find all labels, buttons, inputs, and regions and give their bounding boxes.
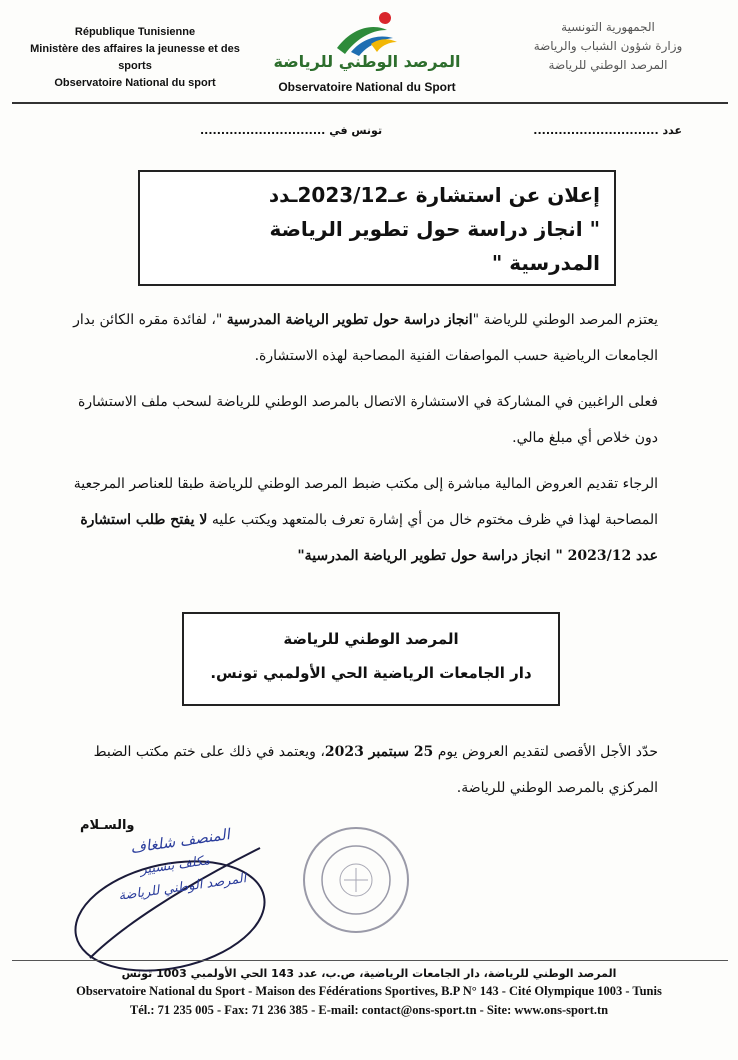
reference-number: عدد .............................. [533, 124, 682, 137]
header-ar-ministry: وزارة شؤون الشباب والرياضة [533, 39, 683, 53]
title-box [138, 170, 616, 286]
deadline-date: 25 سبتمبر 2023 [324, 744, 434, 760]
signature-name: المنصف شلغاف [129, 825, 231, 857]
title-line-3: المدرسية " [491, 251, 600, 275]
announcement-title [140, 172, 614, 280]
logo-emblem-icon [327, 8, 407, 58]
header-ar-republic: الجمهورية التونسية [561, 20, 655, 34]
header-french [20, 24, 250, 92]
footer-contact: Tél.: 71 235 005 - Fax: 71 236 385 - E-mail: contact@ons-sport.tn - Site: www.ons-sport.tn [129, 1003, 609, 1017]
title-line-2: " انجاز دراسة حول تطوير الرياضة [269, 217, 600, 241]
reference-place-label: تونس في [329, 124, 383, 137]
header-ar-observatory: المرصد الوطني للرياضة [548, 58, 668, 72]
address-line-1: المرصد الوطني للرياضة [283, 630, 459, 648]
header-arabic [498, 18, 718, 75]
official-stamp [296, 820, 416, 940]
stamp-seal-icon [296, 820, 416, 940]
signature-org: المرصد الوطني للرياضة [117, 871, 248, 904]
logo-french-text: Observatoire National du Sport [278, 80, 456, 94]
signature-title: مكلف بتسيير [139, 853, 211, 878]
footer-divider [12, 960, 728, 961]
header-fr-republic: République Tunisienne [74, 26, 196, 38]
address [184, 614, 558, 690]
header-fr-observatory: Observatoire National du sport [54, 77, 216, 89]
do-not-open-notice: لا يفتح طلب استشارة عدد 2023/12 " انجاز دراسة حول تطوير الرياضة المدرسية" [80, 512, 658, 564]
address-box [182, 612, 560, 706]
reference-place-date: تونس في .............................. [200, 124, 383, 137]
paragraph-3: الرجاء تقديم العروض المالية مباشرة إلى مكتب ضبط المرصد الوطني للرياضة طبقا للعناصر المرجعية المصاحبة لهذا في ظرف مختوم خال من أي إشارة تعرف بالمتعهد ويكتب عليه لا يفتح طلب استشارة عدد 2023/12 " انجاز دراسة حول تطوير الرياضة المدرسية" [73, 476, 658, 564]
header-divider [12, 102, 728, 104]
title-line-1: إعلان عن استشارة عـ2023/12ـدد [268, 183, 600, 207]
paragraph-2: فعلى الراغبين في المشاركة في الاستشارة الاتصال بالمرصد الوطني للرياضة لسحب ملف الاستشارة دون خلاص أي مبلغ مالي. [78, 394, 658, 446]
logo-arabic-text: المرصد الوطني للرياضة [273, 52, 461, 71]
footer-french-address: Observatoire National du Sport - Maison des Fédérations Sportives, B.P N° 143 - Cité Olympique 1003 - Tunis [76, 984, 662, 998]
study-title-bold: انجاز دراسة حول تطوير الرياضة المدرسية [226, 312, 473, 328]
paragraph-1: يعتزم المرصد الوطني للرياضة "انجاز دراسة حول تطوير الرياضة المدرسية "، لفائدة مقره الكائن بدار الجامعات الرياضية حسب المواصفات الفنية المصاحبة لهذه الاستشارة. [73, 312, 658, 364]
header-fr-ministry: Ministère des affaires la jeunesse et des sports [30, 43, 240, 72]
paragraph-4-deadline: حدّد الأجل الأقصى لتقديم العروض يوم 25 سبتمبر 2023، ويعتمد في ذلك على ختم مكتب الضبط المركزي بالمرصد الوطني للرياضة. [93, 744, 658, 796]
address-line-2: دار الجامعات الرياضية الحي الأولمبي تونس. [210, 664, 532, 682]
reference-number-label: عدد [662, 124, 682, 137]
footer-arabic: المرصد الوطني للرياضة، دار الجامعات الرياضية، ص.ب، عدد 143 الحي الأولمبي 1003 تونس [121, 967, 617, 980]
closing-salutation: والسـلام [80, 818, 135, 833]
